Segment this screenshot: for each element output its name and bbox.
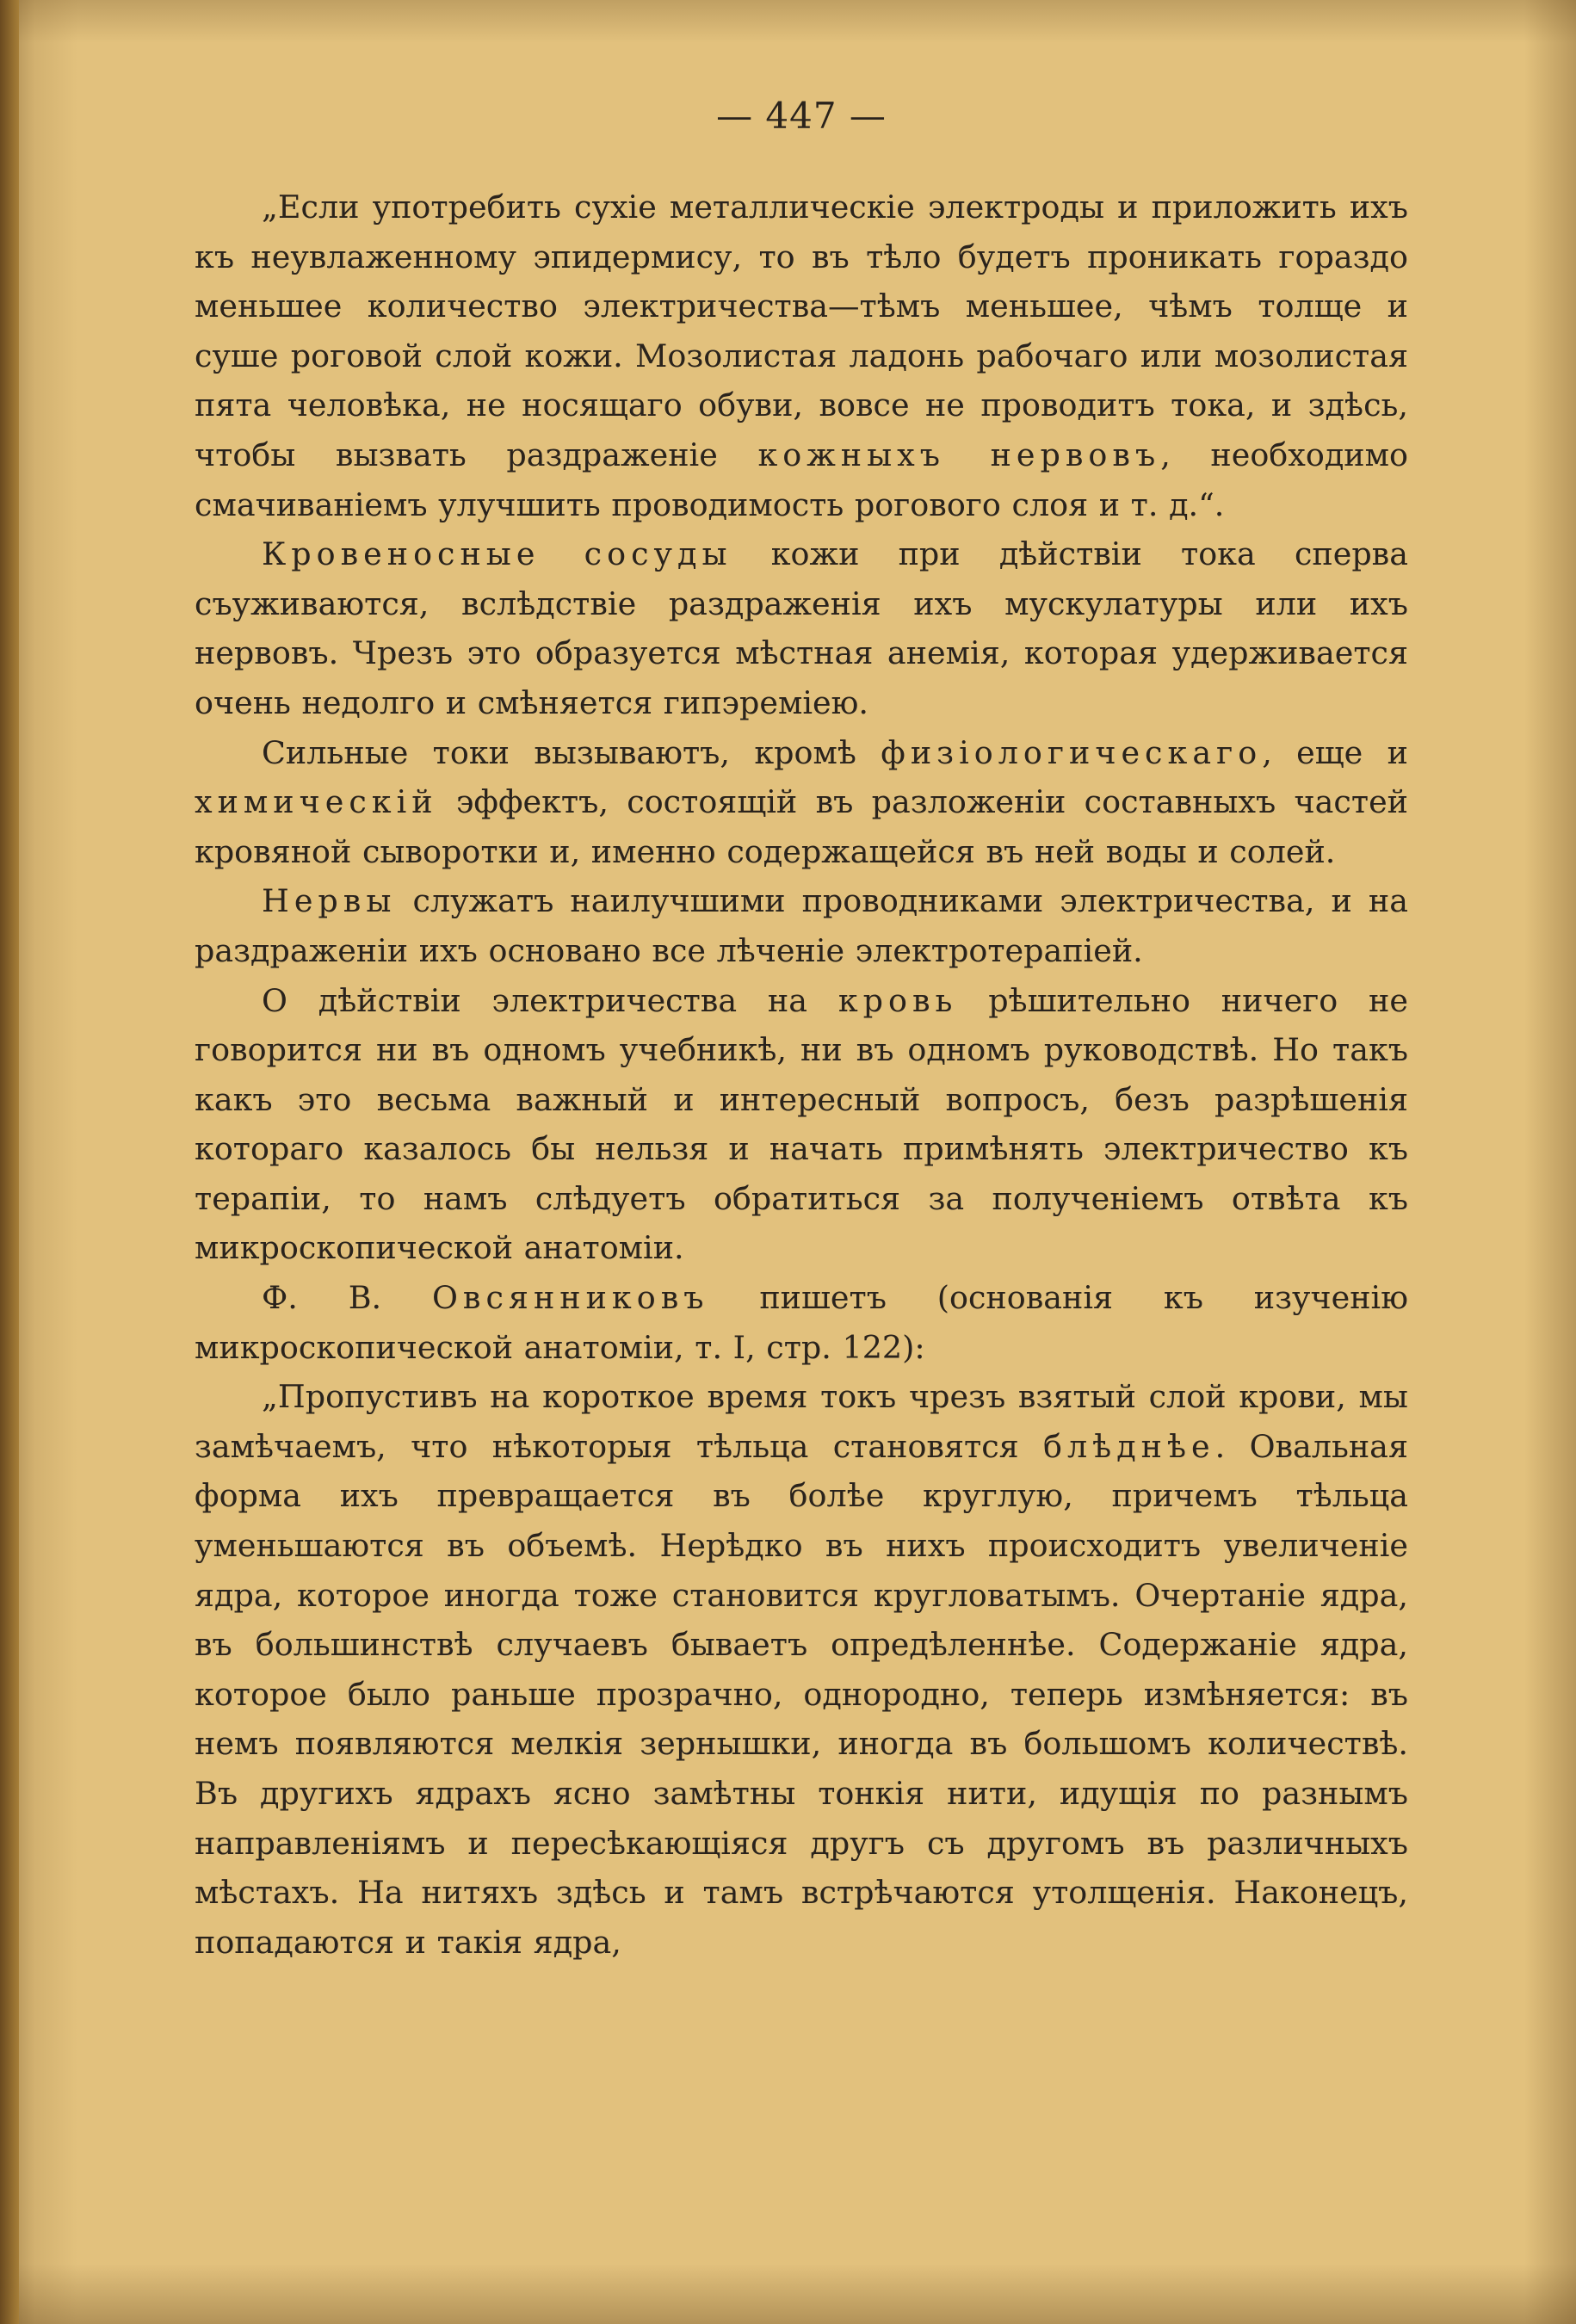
book-page [195, 95, 1408, 1967]
spaced-emphasis-text: физіологическаго [881, 733, 1263, 771]
body-text-run: О дѣйствіи электричества на [262, 981, 838, 1019]
spaced-emphasis-text: Овсянниковъ [432, 1279, 709, 1317]
spaced-emphasis-text: блѣднѣе [1043, 1427, 1215, 1465]
body-text-run: эффектъ, состоящій въ разложеніи составныхъ частей кровяной сыворотки и, именно содержащейся въ ней воды и солей. [195, 783, 1408, 870]
page-body [195, 182, 1408, 1967]
paragraph [195, 976, 1408, 1274]
paragraph [195, 529, 1408, 727]
body-text-run: служатъ наилучшими проводниками электричества, и на раздраженіи ихъ основано все лѣченіе электротерапіей. [195, 882, 1408, 969]
binding-edge [0, 0, 19, 2324]
spaced-emphasis-text: кровь [837, 981, 958, 1019]
page-number: — 447 — [716, 95, 887, 137]
paragraph [195, 182, 1408, 529]
body-text-run: Сильные токи вызываютъ, кромѣ [262, 733, 881, 771]
body-text-run: , еще и [1262, 733, 1408, 771]
paragraph [195, 728, 1408, 877]
spaced-emphasis-text: кожныхъ нервовъ [757, 436, 1161, 473]
spaced-emphasis-text: химическій [195, 783, 438, 821]
body-text-run: кожи при дѣйствіи тока сперва съуживаются, вслѣдствіе раздраженія ихъ мускулатуры или ихъ нервовъ. Чрезъ это образуется мѣстная анемія, которая удерживается очень недолго и смѣняется гипэреміею. [195, 535, 1408, 721]
body-text-run: „Пропустивъ на короткое время токъ чрезъ взятый слой крови, мы замѣчаемъ, что нѣкоторыя тѣльца становятся [195, 1378, 1408, 1465]
paragraph [195, 1273, 1408, 1372]
body-text-run: , необходимо смачиваніемъ улучшить проводимость рогового слоя и т. д.“. [195, 436, 1408, 523]
spaced-emphasis-text: Кровеносные сосуды [262, 535, 732, 573]
paragraph [195, 1372, 1408, 1967]
body-text-run: пишетъ (основанія къ изученію микроскопической анатоміи, т. I, стр. 122): [195, 1279, 1408, 1366]
body-text-run: . Овальная форма ихъ превращается въ болѣе круглую, причемъ тѣльца уменьшаются въ объемѣ. Нерѣдко въ нихъ происходитъ увеличеніе ядра, которое иногда тоже становится кругловатымъ. Очертаніе ядра, въ большинствѣ случаевъ бываетъ опредѣленнѣе. Содержаніе ядра, которое было раньше прозрачно, однородно, теперь измѣняется: въ немъ появляются мелкія зернышки, иногда въ большомъ количествѣ. Въ другихъ ядрахъ ясно замѣтны тонкія нити, идущія по разнымъ направленіямъ и пересѣкающіяся другъ съ другомъ въ различныхъ мѣстахъ. На нитяхъ здѣсь и тамъ встрѣчаются утолщенія. Наконецъ, попадаются и такія ядра, [195, 1427, 1408, 1961]
paragraph [195, 876, 1408, 975]
spaced-emphasis-text: Нервы [262, 882, 397, 920]
body-text-run: рѣшительно ничего не говорится ни въ одномъ учебникѣ, ни въ одномъ руководствѣ. Но такъ какъ это весьма важный и интересный вопросъ, безъ разрѣшенія котораго казалось бы нельзя и начать примѣнять электричество къ терапіи, то намъ слѣдуетъ обратиться за полученіемъ отвѣта къ микроскопической анатоміи. [195, 981, 1408, 1267]
body-text-run: „Если употребить сухіе металлическіе электроды и приложить ихъ къ неувлаженному эпидермису, то въ тѣло будетъ проникать гораздо меньшее количество электричества—тѣмъ меньшее, чѣмъ толще и суше роговой слой кожи. Мозолистая ладонь рабочаго или мозолистая пята человѣка, не носящаго обуви, вовсе не проводитъ тока, и здѣсь, чтобы вызвать раздраженіе [195, 189, 1408, 473]
body-text-run: Ф. В. [262, 1279, 432, 1317]
